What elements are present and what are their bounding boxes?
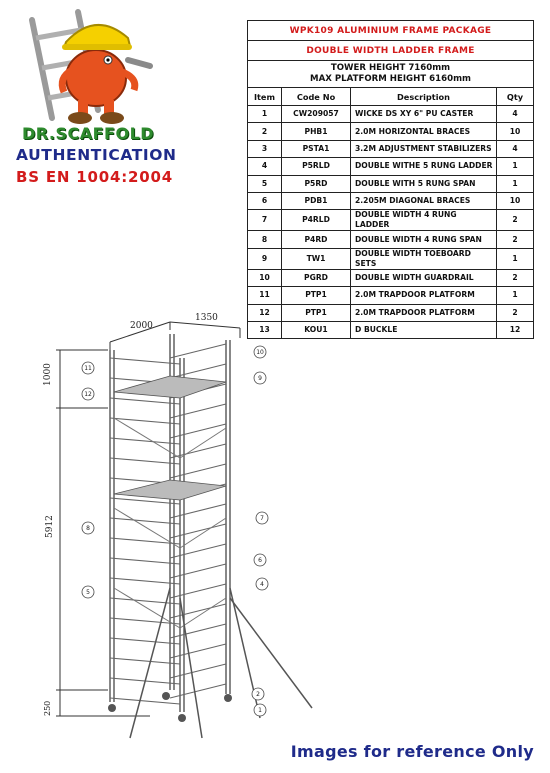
svg-text:1: 1 xyxy=(258,707,262,714)
callout-10 xyxy=(254,346,266,358)
quantity: 2 xyxy=(497,210,534,231)
code-number: P5RD xyxy=(282,175,351,192)
item-number: 13 xyxy=(248,321,282,338)
dim-width: 2000 xyxy=(130,321,153,331)
description: D BUCKLE xyxy=(351,321,497,338)
code-number: P4RD xyxy=(282,231,351,248)
description: 2.0M TRAPDOOR PLATFORM xyxy=(351,287,497,304)
frame-rung xyxy=(170,504,226,518)
description: DOUBLE WITHE 5 RUNG LADDER xyxy=(351,158,497,175)
svg-text:7: 7 xyxy=(260,515,264,522)
dr-scaffold-mascot-logo xyxy=(18,8,158,126)
item-number: 2 xyxy=(248,123,282,140)
frame-rung xyxy=(170,644,226,658)
quantity: 1 xyxy=(497,248,534,269)
authentication-label: AUTHENTICATION xyxy=(16,146,177,164)
code-number: TW1 xyxy=(282,248,351,269)
item-number: 7 xyxy=(248,210,282,231)
description: DOUBLE WITH 5 RUNG SPAN xyxy=(351,175,497,192)
table-title-row xyxy=(248,21,534,41)
item-number: 11 xyxy=(248,287,282,304)
table-row xyxy=(248,123,534,140)
header-item: Item xyxy=(248,88,282,106)
frame-rung xyxy=(110,698,180,704)
callout-5 xyxy=(82,586,94,598)
callout-7 xyxy=(256,512,268,524)
frame-rung xyxy=(170,464,226,478)
frame-rung xyxy=(170,364,226,378)
header-qty: Qty xyxy=(497,88,534,106)
code-number: PGRD xyxy=(282,269,351,286)
code-number: PSTA1 xyxy=(282,140,351,157)
description: DOUBLE WIDTH TOEBOARD SETS xyxy=(351,248,497,269)
brand-name: DR.SCAFFOLD xyxy=(22,124,155,143)
code-number: PTP1 xyxy=(282,287,351,304)
item-number: 10 xyxy=(248,269,282,286)
callout-1 xyxy=(254,704,266,716)
item-number: 1 xyxy=(248,106,282,123)
header-description: Description xyxy=(351,88,497,106)
frame-rung xyxy=(170,664,226,678)
quantity: 4 xyxy=(497,140,534,157)
table-row xyxy=(248,269,534,286)
frame-rung xyxy=(170,424,226,438)
frame-rung xyxy=(170,544,226,558)
quantity: 2 xyxy=(497,269,534,286)
frame-rung xyxy=(170,684,226,698)
description: DOUBLE WIDTH 4 RUNG LADDER xyxy=(351,210,497,231)
quantity: 1 xyxy=(497,287,534,304)
quantity: 4 xyxy=(497,106,534,123)
description: 2.0M HORIZONTAL BRACES xyxy=(351,123,497,140)
table-row xyxy=(248,158,534,175)
item-number: 8 xyxy=(248,231,282,248)
svg-text:8: 8 xyxy=(86,525,90,532)
svg-text:12: 12 xyxy=(84,391,92,398)
frame-rung xyxy=(170,344,226,358)
code-number: PHB1 xyxy=(282,123,351,140)
table-row xyxy=(248,210,534,231)
item-number: 9 xyxy=(248,248,282,269)
svg-text:2: 2 xyxy=(256,691,260,698)
frame-rung xyxy=(170,624,226,638)
platform-height: MAX PLATFORM HEIGHT 6160mm xyxy=(310,74,471,84)
item-number: 5 xyxy=(248,175,282,192)
frame-rung xyxy=(170,584,226,598)
code-number: PTP1 xyxy=(282,304,351,321)
callout-12 xyxy=(82,388,94,400)
table-row xyxy=(248,192,534,209)
quantity: 1 xyxy=(497,175,534,192)
quantity: 2 xyxy=(497,304,534,321)
standard-label: BS EN 1004:2004 xyxy=(16,168,173,186)
quantity: 10 xyxy=(497,123,534,140)
svg-text:11: 11 xyxy=(84,365,92,372)
frame-rung xyxy=(170,404,226,418)
callout-9 xyxy=(254,372,266,384)
description: DOUBLE WIDTH GUARDRAIL xyxy=(351,269,497,286)
item-number: 12 xyxy=(248,304,282,321)
callout-11 xyxy=(82,362,94,374)
table-subtitle: DOUBLE WIDTH LADDER FRAME xyxy=(248,41,534,61)
description: DOUBLE WIDTH 4 RUNG SPAN xyxy=(351,231,497,248)
code-number: P5RLD xyxy=(282,158,351,175)
reference-disclaimer: Images for reference Only xyxy=(290,742,534,761)
table-spec-row xyxy=(248,61,534,88)
table-subtitle-row xyxy=(248,41,534,61)
code-number: KOU1 xyxy=(282,321,351,338)
parts-table xyxy=(247,20,534,339)
quantity: 1 xyxy=(497,158,534,175)
table-spec xyxy=(248,61,534,88)
dim-guard: 1000 xyxy=(43,363,53,386)
table-row xyxy=(248,106,534,123)
tower-height: TOWER HEIGHT 7160mm xyxy=(330,63,451,73)
table-row xyxy=(248,175,534,192)
item-number: 4 xyxy=(248,158,282,175)
dim-base: 250 xyxy=(43,700,52,716)
svg-text:4: 4 xyxy=(260,581,264,588)
code-number: CW209057 xyxy=(282,106,351,123)
scaffold-tower-drawing xyxy=(30,298,330,748)
callout-2 xyxy=(252,688,264,700)
header-code: Code No xyxy=(282,88,351,106)
callout-8 xyxy=(82,522,94,534)
dim-height: 5912 xyxy=(45,515,55,538)
description: 2.0M TRAPDOOR PLATFORM xyxy=(351,304,497,321)
svg-text:5: 5 xyxy=(86,589,90,596)
table-row xyxy=(248,140,534,157)
svg-text:9: 9 xyxy=(258,375,262,382)
description: 2.205M DIAGONAL BRACES xyxy=(351,192,497,209)
callout-4 xyxy=(256,578,268,590)
quantity: 2 xyxy=(497,231,534,248)
code-number: PDB1 xyxy=(282,192,351,209)
code-number: P4RLD xyxy=(282,210,351,231)
quantity: 10 xyxy=(497,192,534,209)
svg-text:6: 6 xyxy=(258,557,262,564)
item-number: 3 xyxy=(248,140,282,157)
table-title: WPK109 ALUMINIUM FRAME PACKAGE xyxy=(248,21,534,41)
svg-text:10: 10 xyxy=(256,349,264,356)
description: 3.2M ADJUSTMENT STABILIZERS xyxy=(351,140,497,157)
frame-rung xyxy=(170,564,226,578)
table-row xyxy=(248,231,534,248)
item-number: 6 xyxy=(248,192,282,209)
table-row xyxy=(248,248,534,269)
dim-depth: 1350 xyxy=(195,313,218,323)
table-header-row xyxy=(248,88,534,106)
callout-6 xyxy=(254,554,266,566)
description: WICKE DS XY 6" PU CASTER xyxy=(351,106,497,123)
quantity: 12 xyxy=(497,321,534,338)
